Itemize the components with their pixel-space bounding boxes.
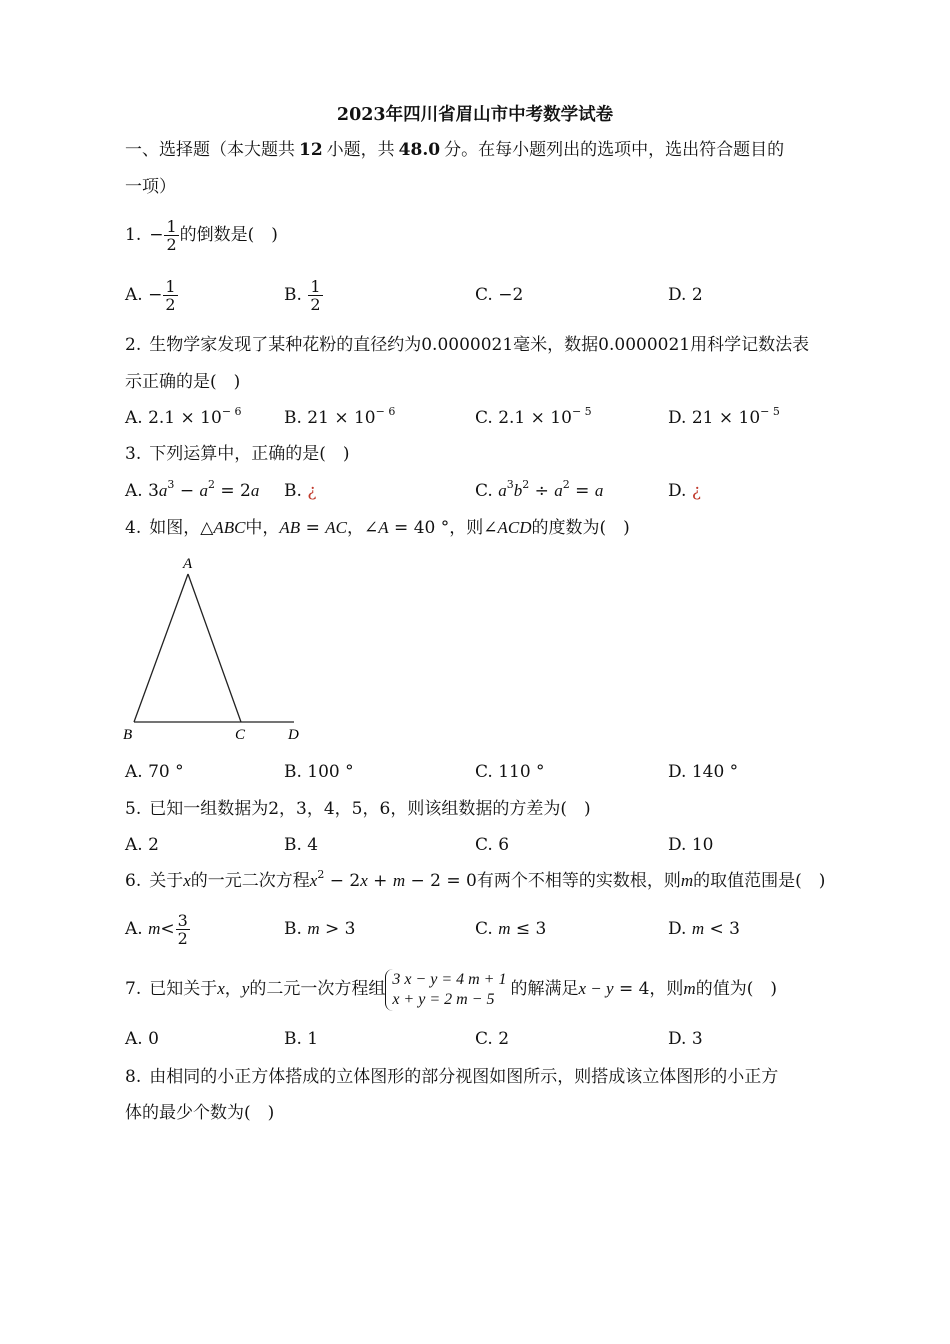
q1-option-c[interactable]: C. −2 — [475, 285, 524, 305]
q6-option-a[interactable]: A. m< $\frac{3}{2}$ — [125, 911, 188, 948]
q4-option-d[interactable]: D. 140 ° — [668, 762, 739, 782]
q5-option-b[interactable]: B. 4 — [284, 835, 319, 855]
q7-option-b[interactable]: B. 1 — [284, 1029, 319, 1049]
q6-option-d[interactable]: D. m < 3 — [668, 919, 740, 939]
question-4: 4. 如图，△ABC中，AB = AC，∠A = 40 °，则∠ACD的度数为( ) — [125, 518, 630, 538]
fraction: $\frac{1}{2}$ — [166, 217, 177, 254]
q7-option-a[interactable]: A. 0 — [125, 1029, 159, 1049]
question-6: 6. 关于x的一元二次方程$x^2 - 2x + m - 2 = 0$有两个不相等的实数根，则m的取值范围是( ) — [125, 868, 826, 891]
segment-ac — [188, 574, 241, 722]
q2-option-d[interactable]: D. $21 \times 10^{- 5}$ — [668, 405, 780, 428]
q7-option-d[interactable]: D. 3 — [668, 1029, 703, 1049]
q2-option-b[interactable]: B. $21 \times 10^{- 6}$ — [284, 405, 396, 428]
q3-option-c[interactable]: C. $a^3b^2 \div a^2 = a$ — [475, 478, 604, 501]
section-header: 一、选择题（本大题共 12 小题，共 48.0 分。在每小题列出的选项中，选出符合题目的 — [125, 140, 785, 160]
label-d: D — [288, 727, 299, 743]
equation-system — [385, 969, 510, 1011]
q4-option-b[interactable]: B. 100 ° — [284, 762, 354, 782]
question-3: 3. 下列运算中，正确的是( ) — [125, 444, 350, 464]
q7-option-c[interactable]: C. 2 — [475, 1029, 510, 1049]
q5-option-d[interactable]: D. 10 — [668, 835, 714, 855]
q1-option-b[interactable]: B. $\frac{1}{2}$ — [284, 277, 321, 314]
q1-option-d[interactable]: D. 2 — [668, 285, 703, 305]
q5-option-a[interactable]: A. 2 — [125, 835, 159, 855]
question-5: 5. 已知一组数据为2，3，4，5，6，则该组数据的方差为( ) — [125, 799, 591, 819]
q6-option-b[interactable]: B. m > 3 — [284, 919, 356, 939]
question-8: 8. 由相同的小正方体搭成的立体图形的部分视图如图所示，则搭成该立体图形的小正方 — [125, 1067, 779, 1087]
q3-option-d[interactable]: D. ¿ — [668, 481, 701, 501]
question-1: 1. − $\frac{1}{2}$ 的倒数是( ) — [125, 217, 278, 254]
equation-row-1: 3 x − y = 4 m + 1 — [392, 970, 507, 988]
question-2-cont: 示正确的是( ) — [125, 372, 241, 392]
page-title: 2023年四川省眉山市中考数学试卷 — [336, 105, 614, 125]
q2-option-a[interactable]: A. $2.1 \times 10^{- 6}$ — [125, 405, 242, 428]
q4-option-a[interactable]: A. 70 ° — [125, 762, 184, 782]
q2-option-c[interactable]: C. $2.1 \times 10^{- 5}$ — [475, 405, 592, 428]
label-b: B — [123, 727, 133, 743]
q4-option-c[interactable]: C. 110 ° — [475, 762, 545, 782]
q6-option-c[interactable]: C. m ≤ 3 — [475, 919, 547, 939]
section-header-cont: 一项） — [125, 177, 176, 197]
q3-option-a[interactable]: A. $3a^3 - a^2 = 2a$ — [125, 478, 260, 501]
triangle-figure — [118, 552, 318, 747]
segment-ab — [134, 574, 188, 722]
q5-option-c[interactable]: C. 6 — [475, 835, 510, 855]
question-2: 2. 生物学家发现了某种花粉的直径约为0.0000021毫米，数据0.0000021用科学记数法表 — [125, 335, 810, 355]
equation-row-2: x + y = 2 m − 5 — [392, 990, 495, 1008]
q1-option-a[interactable]: A. − $\frac{1}{2}$ — [125, 277, 176, 314]
question-7: 7. 已知关于x，y的二元一次方程组 3 x − y = 4 m + 1 x + y = 2 m − 5 的解满足x − y = 4，则m的值为( ) — [125, 965, 777, 1013]
label-a: A — [183, 556, 193, 572]
label-c: C — [235, 727, 246, 743]
q3-option-b[interactable]: B. ¿ — [284, 481, 317, 501]
question-8-cont: 体的最少个数为( ) — [125, 1103, 275, 1123]
